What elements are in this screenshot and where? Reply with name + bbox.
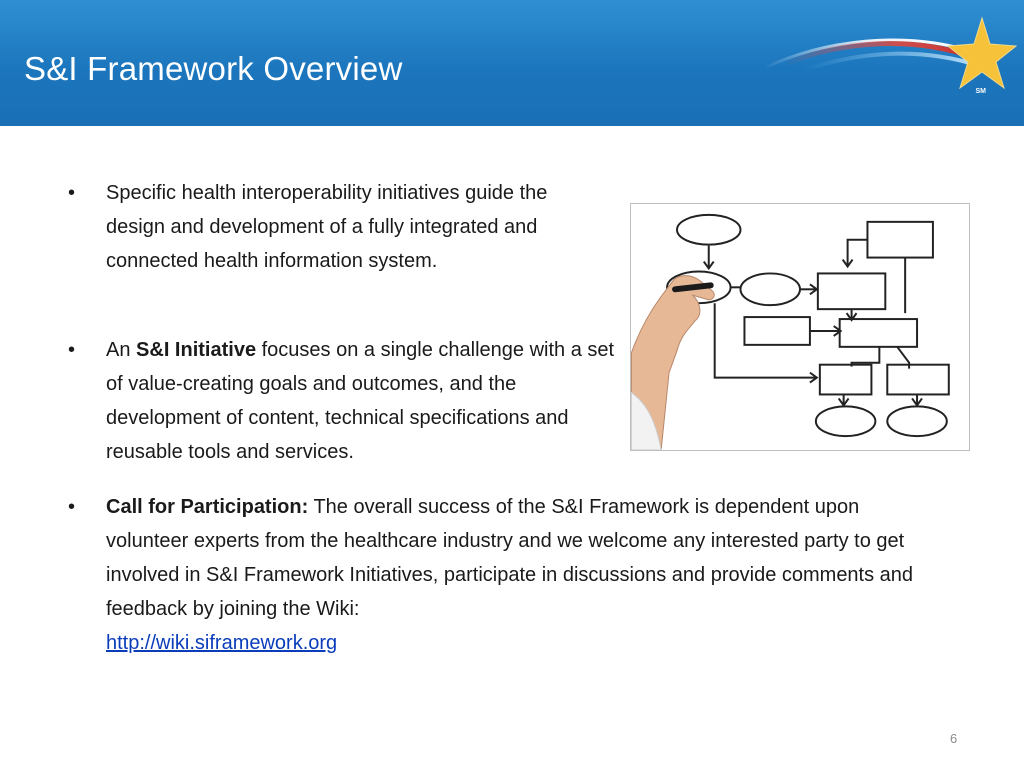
flowchart-illustration (630, 203, 970, 451)
page-number: 6 (950, 731, 958, 746)
bullet-bold-term: Call for Participation: (106, 496, 309, 518)
bullet-text: The overall success of the S&I Framework is dependent upon volunteer experts from the healthcare industry and we welcome any interested party to get involved in S&I Framework Initiatives, participate in discussions and provide comments and feedback by joining the Wiki: (106, 496, 914, 620)
flowchart-node (816, 406, 876, 436)
flowchart-node (887, 406, 947, 436)
flowchart-node (818, 273, 885, 309)
slide-title: S&I Framework Overview (24, 50, 403, 87)
service-mark: SM (975, 88, 986, 95)
bullet-text: Specific health interoperability initiatives guide the design and development of a fully integrated and connected health information system. (106, 182, 548, 272)
bullet-glyph: • (68, 182, 76, 204)
flowchart-node (744, 317, 809, 345)
bullet-item (68, 333, 616, 469)
flowchart-node (740, 273, 800, 305)
bullet-glyph: • (68, 496, 76, 518)
bullet-prefix: An (106, 339, 137, 361)
flowchart-node (867, 222, 932, 258)
flowchart-node (677, 215, 740, 245)
bullet-text: focuses on a single challenge with a set of value-creating goals and outcomes, and the development of content, technical specifications and reusable tools and services. (106, 339, 615, 463)
flowchart-node (820, 365, 872, 395)
bullet-item (68, 490, 936, 660)
hand-with-marker (631, 276, 714, 450)
flowchart-node (887, 365, 949, 395)
bullet-item (68, 176, 556, 278)
bullet-bold-term: S&I Initiative (136, 339, 257, 361)
wiki-link[interactable]: http://wiki.siframework.org (106, 632, 338, 654)
bullet-glyph: • (68, 339, 76, 361)
flowchart-node (840, 319, 917, 347)
